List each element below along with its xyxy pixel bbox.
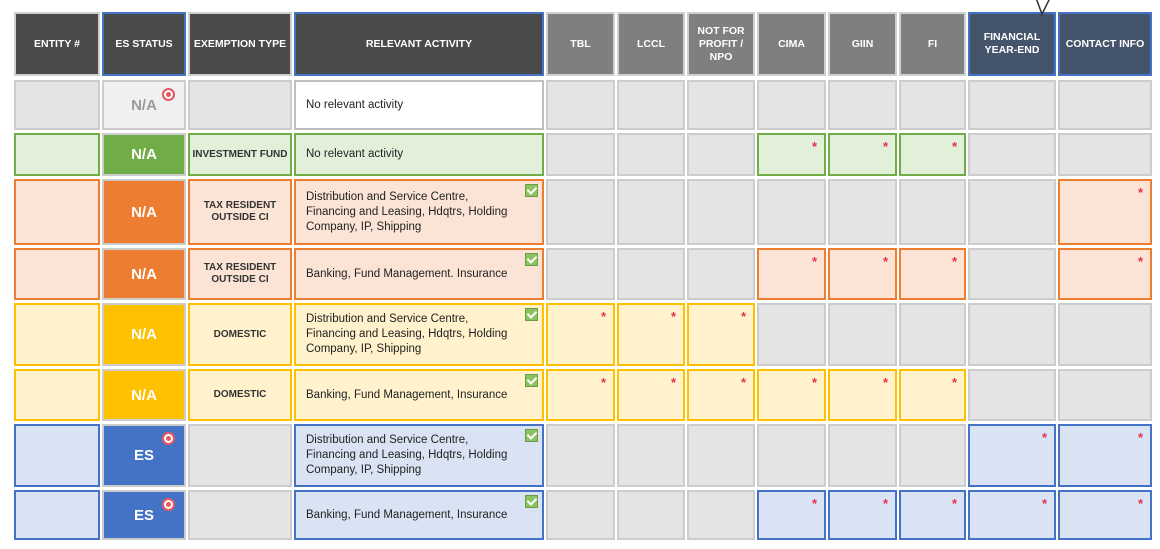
check-icon — [525, 184, 538, 197]
requirement-cell-contact-info — [1058, 179, 1152, 245]
check-icon — [525, 253, 538, 266]
entity-cell — [14, 490, 100, 540]
required-star-icon: * — [811, 375, 817, 390]
required-star-icon: * — [1041, 496, 1047, 511]
relevant-activity-cell — [294, 179, 544, 245]
requirement-cell-lccl — [617, 80, 685, 130]
es-status-value: N/A — [131, 386, 157, 404]
es-status-cell — [102, 369, 186, 421]
relevant-activity-cell — [294, 490, 544, 540]
requirement-cell-financial-year-end — [968, 248, 1056, 300]
requirement-cell-lccl — [617, 424, 685, 487]
requirement-cell-contact-info — [1058, 133, 1152, 176]
required-star-icon: * — [951, 496, 957, 511]
requirement-cell-contact-info — [1058, 424, 1152, 487]
required-star-icon: * — [600, 309, 606, 324]
requirement-cell-cima — [757, 369, 826, 421]
requirement-cell-financial-year-end — [968, 490, 1056, 540]
requirement-cell-financial-year-end — [968, 179, 1056, 245]
header-npo: NOT FOR PROFIT / NPO — [687, 12, 755, 76]
es-status-value: N/A — [131, 203, 157, 221]
requirement-cell-contact-info — [1058, 303, 1152, 366]
required-star-icon: * — [882, 496, 888, 511]
required-star-icon: * — [882, 254, 888, 269]
requirement-cell-fi — [899, 248, 966, 300]
relevant-activity-cell — [294, 80, 544, 130]
exemption-type-cell — [188, 490, 292, 540]
es-status-value: N/A — [131, 326, 157, 343]
required-star-icon: * — [1137, 430, 1143, 445]
requirement-cell-npo — [687, 248, 755, 300]
exemption-type-cell — [188, 424, 292, 487]
es-status-cell — [102, 490, 186, 540]
check-icon — [525, 308, 538, 321]
requirement-cell-financial-year-end — [968, 369, 1056, 421]
requirement-cell-financial-year-end — [968, 303, 1056, 366]
requirement-cell-contact-info — [1058, 248, 1152, 300]
requirement-cell-lccl — [617, 490, 685, 540]
arrow-marker-icon — [1030, 0, 1054, 18]
required-star-icon: * — [670, 309, 676, 324]
exemption-type-value: DOMESTIC — [213, 389, 267, 400]
exemption-type-cell — [188, 369, 292, 421]
requirement-cell-giin — [828, 490, 897, 540]
exemption-type-value: TAX RESIDENT OUTSIDE CI — [203, 262, 277, 285]
requirement-cell-cima — [757, 248, 826, 300]
requirement-cell-tbl — [546, 179, 615, 245]
requirement-cell-giin — [828, 424, 897, 487]
requirement-cell-npo — [687, 179, 755, 245]
requirement-cell-financial-year-end — [968, 80, 1056, 130]
es-status-cell — [102, 248, 186, 300]
exemption-type-value: TAX RESIDENT OUTSIDE CI — [203, 200, 277, 223]
header-cima: CIMA — [757, 12, 826, 76]
required-star-icon: * — [951, 375, 957, 390]
es-status-value: N/A — [131, 146, 157, 163]
relevant-activity-value: No relevant activity — [306, 148, 404, 160]
relevant-activity-value: Distribution and Service Centre, Financing and Leasing, Hdqtrs, Holding Company, IP, Shipping — [306, 434, 508, 476]
header-es-status: ES STATUS — [102, 12, 186, 76]
es-status-cell — [102, 179, 186, 245]
requirement-cell-tbl — [546, 80, 615, 130]
relevant-activity-value: Distribution and Service Centre, Financing and Leasing, Hdqtrs, Holding Company, IP, Shipping — [306, 313, 508, 355]
entity-cell — [14, 369, 100, 421]
requirement-cell-npo — [687, 80, 755, 130]
requirement-cell-giin — [828, 369, 897, 421]
required-star-icon: * — [811, 139, 817, 154]
header-fi: FI — [899, 12, 966, 76]
requirement-cell-cima — [757, 80, 826, 130]
entity-cell — [14, 133, 100, 176]
header-exemption-type: EXEMPTION TYPE — [188, 12, 292, 76]
requirement-cell-lccl — [617, 179, 685, 245]
es-status-value: N/A — [131, 96, 157, 114]
requirement-cell-giin — [828, 80, 897, 130]
requirement-cell-lccl — [617, 248, 685, 300]
exemption-type-cell — [188, 80, 292, 130]
entity-status-table — [14, 12, 1154, 540]
required-star-icon: * — [882, 375, 888, 390]
header-contact-info: CONTACT INFO — [1058, 12, 1152, 76]
required-star-icon: * — [811, 254, 817, 269]
es-status-cell — [102, 303, 186, 366]
relevant-activity-cell — [294, 133, 544, 176]
requirement-cell-npo — [687, 133, 755, 176]
required-star-icon: * — [951, 139, 957, 154]
required-star-icon: * — [1137, 254, 1143, 269]
required-star-icon: * — [811, 496, 817, 511]
required-star-icon: * — [670, 375, 676, 390]
requirement-cell-giin — [828, 179, 897, 245]
requirement-cell-tbl — [546, 424, 615, 487]
header-relevant-activity: RELEVANT ACTIVITY — [294, 12, 544, 76]
requirement-cell-cima — [757, 424, 826, 487]
requirement-cell-giin — [828, 303, 897, 366]
exemption-type-cell — [188, 303, 292, 366]
relevant-activity-value: No relevant activity — [306, 98, 404, 111]
requirement-cell-fi — [899, 133, 966, 176]
header-financial-year-end: FINANCIAL YEAR-END — [968, 12, 1056, 76]
required-star-icon: * — [600, 375, 606, 390]
requirement-cell-tbl — [546, 369, 615, 421]
entity-cell — [14, 248, 100, 300]
requirement-cell-fi — [899, 424, 966, 487]
requirement-cell-giin — [828, 133, 897, 176]
requirement-cell-cima — [757, 179, 826, 245]
requirement-cell-lccl — [617, 133, 685, 176]
requirement-cell-tbl — [546, 303, 615, 366]
entity-cell — [14, 80, 100, 130]
es-status-value: ES — [133, 506, 154, 524]
relevant-activity-value: Distribution and Service Centre, Financing and Leasing, Hdqtrs, Holding Company, IP, Shipping — [306, 190, 508, 233]
requirement-cell-tbl — [546, 490, 615, 540]
es-status-value: ES — [133, 447, 154, 464]
check-icon — [525, 495, 538, 508]
requirement-cell-npo — [687, 490, 755, 540]
target-icon — [162, 88, 175, 101]
requirement-cell-contact-info — [1058, 369, 1152, 421]
entity-cell — [14, 303, 100, 366]
required-star-icon: * — [740, 375, 746, 390]
relevant-activity-cell — [294, 424, 544, 487]
target-icon — [162, 498, 175, 511]
requirement-cell-financial-year-end — [968, 133, 1056, 176]
requirement-cell-fi — [899, 490, 966, 540]
check-icon — [525, 374, 538, 387]
relevant-activity-value: Banking, Fund Management, Insurance — [306, 508, 508, 521]
header-giin: GIIN — [828, 12, 897, 76]
exemption-type-value: DOMESTIC — [213, 328, 267, 340]
requirement-cell-contact-info — [1058, 80, 1152, 130]
required-star-icon: * — [951, 254, 957, 269]
relevant-activity-cell — [294, 369, 544, 421]
exemption-type-cell — [188, 179, 292, 245]
required-star-icon: * — [1041, 430, 1047, 445]
entity-cell — [14, 424, 100, 487]
requirement-cell-npo — [687, 369, 755, 421]
es-status-cell — [102, 80, 186, 130]
requirement-cell-fi — [899, 179, 966, 245]
header-entity: ENTITY # — [14, 12, 100, 76]
requirement-cell-financial-year-end — [968, 424, 1056, 487]
requirement-cell-cima — [757, 303, 826, 366]
requirement-cell-fi — [899, 369, 966, 421]
requirement-cell-tbl — [546, 248, 615, 300]
requirement-cell-npo — [687, 424, 755, 487]
requirement-cell-contact-info — [1058, 490, 1152, 540]
relevant-activity-value: Banking, Fund Management, Insurance — [306, 388, 508, 401]
requirement-cell-cima — [757, 133, 826, 176]
requirement-cell-lccl — [617, 369, 685, 421]
header-tbl: TBL — [546, 12, 615, 76]
requirement-cell-giin — [828, 248, 897, 300]
required-star-icon: * — [740, 309, 746, 324]
relevant-activity-cell — [294, 303, 544, 366]
exemption-type-cell — [188, 248, 292, 300]
requirement-cell-tbl — [546, 133, 615, 176]
es-status-value: N/A — [131, 265, 157, 283]
exemption-type-cell — [188, 133, 292, 176]
es-status-cell — [102, 133, 186, 176]
exemption-type-value: INVESTMENT FUND — [192, 148, 288, 160]
required-star-icon: * — [1137, 185, 1143, 200]
requirement-cell-fi — [899, 303, 966, 366]
requirement-cell-fi — [899, 80, 966, 130]
required-star-icon: * — [882, 139, 888, 154]
entity-cell — [14, 179, 100, 245]
target-icon — [162, 432, 175, 445]
required-star-icon: * — [1137, 496, 1143, 511]
requirement-cell-lccl — [617, 303, 685, 366]
header-lccl: LCCL — [617, 12, 685, 76]
check-icon — [525, 429, 538, 442]
es-status-cell — [102, 424, 186, 487]
relevant-activity-cell — [294, 248, 544, 300]
relevant-activity-value: Banking, Fund Management. Insurance — [306, 267, 508, 280]
requirement-cell-cima — [757, 490, 826, 540]
requirement-cell-npo — [687, 303, 755, 366]
